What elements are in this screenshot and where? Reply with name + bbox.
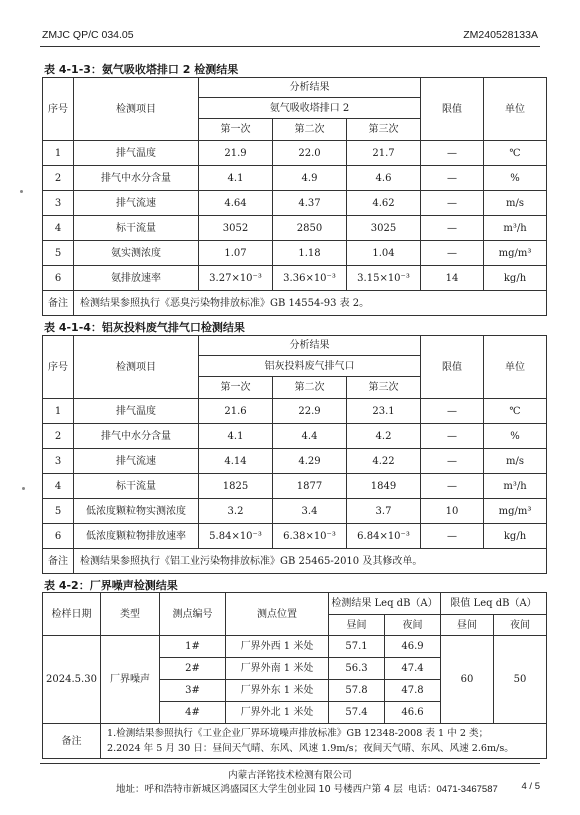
scan-speck — [20, 190, 23, 193]
cell-v1: 1825 — [199, 474, 273, 499]
table1-note-label: 备注 — [43, 291, 74, 316]
cell-item: 氨实测浓度 — [74, 241, 199, 266]
cell-item: 排气温度 — [74, 399, 199, 424]
cell-v2: 4.37 — [273, 191, 347, 216]
table1-header-result: 分析结果 — [199, 78, 421, 98]
cell-night: 46.9 — [385, 636, 441, 658]
cell-limit: — — [421, 474, 484, 499]
cell-no: 3 — [43, 191, 74, 216]
table3-header-point-loc: 测点位置 — [226, 593, 329, 636]
cell-unit: ℃ — [484, 399, 547, 424]
table3-header-date: 检样日期 — [43, 593, 101, 636]
cell-point-loc: 厂界外南 1 米处 — [226, 658, 329, 680]
table3-header-type: 类型 — [101, 593, 160, 636]
table-row — [43, 424, 547, 449]
table2-run-1: 第一次 — [199, 377, 273, 399]
table1-run-2: 第二次 — [273, 119, 347, 141]
table1-title: 表 4-1-3：氨气吸收塔排口 2 检测结果 — [44, 63, 239, 76]
cell-point-loc: 厂界外西 1 米处 — [226, 636, 329, 658]
cell-limit: 14 — [421, 266, 484, 291]
cell-limit: — — [421, 216, 484, 241]
table3-result-day: 昼间 — [329, 615, 385, 636]
cell-v1: 4.64 — [199, 191, 273, 216]
cell-v3: 3025 — [347, 216, 421, 241]
scan-speck — [22, 487, 25, 490]
table3-limit-night: 夜间 — [494, 615, 547, 636]
cell-point-loc: 厂界外东 1 米处 — [226, 680, 329, 702]
table2-run-2: 第二次 — [273, 377, 347, 399]
cell-no: 4 — [43, 216, 74, 241]
cell-limit: 10 — [421, 499, 484, 524]
cell-unit: ℃ — [484, 141, 547, 166]
cell-no: 2 — [43, 166, 74, 191]
cell-v3: 4.22 — [347, 449, 421, 474]
cell-v2: 22.9 — [273, 399, 347, 424]
cell-unit: m/s — [484, 191, 547, 216]
cell-point-no: 3# — [160, 680, 226, 702]
cell-no: 1 — [43, 399, 74, 424]
table1-note: 检测结果参照执行《恶臭污染物排放标准》GB 14554-93 表 2。 — [74, 291, 547, 316]
cell-item: 低浓度颗粒物实测浓度 — [74, 499, 199, 524]
cell-no: 6 — [43, 524, 74, 549]
cell-v2: 4.9 — [273, 166, 347, 191]
cell-unit: m³/h — [484, 474, 547, 499]
cell-v3: 4.2 — [347, 424, 421, 449]
cell-item: 排气温度 — [74, 141, 199, 166]
cell-limit-day: 60 — [441, 636, 494, 724]
cell-item: 标干流量 — [74, 216, 199, 241]
table3-header-limit: 限值 Leq dB（A） — [441, 593, 547, 615]
cell-unit: mg/m³ — [484, 499, 547, 524]
table3-title: 表 4-2：厂界噪声检测结果 — [44, 579, 178, 592]
cell-v3: 1849 — [347, 474, 421, 499]
table2-header-seq: 序号 — [43, 336, 74, 399]
cell-v3: 4.6 — [347, 166, 421, 191]
cell-limit: — — [421, 191, 484, 216]
cell-v1: 4.1 — [199, 166, 273, 191]
cell-v1: 3.27×10⁻³ — [199, 266, 273, 291]
table-row — [43, 241, 547, 266]
cell-point-no: 2# — [160, 658, 226, 680]
cell-v3: 21.7 — [347, 141, 421, 166]
cell-item: 排气中水分含量 — [74, 424, 199, 449]
cell-night: 46.6 — [385, 702, 441, 724]
cell-v1: 1.07 — [199, 241, 273, 266]
cell-v2: 2850 — [273, 216, 347, 241]
cell-v3: 1.04 — [347, 241, 421, 266]
table3-limit-day: 昼间 — [441, 615, 494, 636]
cell-item: 排气流速 — [74, 191, 199, 216]
table1-header-item: 检测项目 — [74, 78, 199, 141]
table-row — [43, 449, 547, 474]
table2-header-limit: 限值 — [421, 336, 484, 399]
footer-divider — [40, 763, 540, 764]
footer-address: 地址：呼和浩特市新城区鸿盛园区大学生创业园 10 号楼西户第 4 层 — [116, 784, 403, 795]
table-row — [43, 399, 547, 424]
cell-day: 56.3 — [329, 658, 385, 680]
cell-limit: — — [421, 524, 484, 549]
table-row — [43, 636, 547, 658]
table-row — [43, 166, 547, 191]
cell-v3: 3.7 — [347, 499, 421, 524]
table1-header-seq: 序号 — [43, 78, 74, 141]
table3-header-point-no: 测点编号 — [160, 593, 226, 636]
cell-limit: — — [421, 449, 484, 474]
doc-code: ZMJC QP/C 034.05 — [42, 29, 134, 41]
cell-v3: 4.62 — [347, 191, 421, 216]
page-header — [40, 29, 540, 47]
cell-v1: 21.6 — [199, 399, 273, 424]
table1-header-unit: 单位 — [484, 78, 547, 141]
page-number: 4 / 5 — [521, 781, 540, 792]
cell-type: 厂界噪声 — [101, 636, 160, 724]
cell-v2: 1.18 — [273, 241, 347, 266]
cell-point-no: 1# — [160, 636, 226, 658]
cell-unit: kg/h — [484, 266, 547, 291]
table-row — [43, 216, 547, 241]
cell-no: 4 — [43, 474, 74, 499]
cell-unit: m³/h — [484, 216, 547, 241]
cell-no: 6 — [43, 266, 74, 291]
table-row — [43, 474, 547, 499]
cell-v1: 21.9 — [199, 141, 273, 166]
cell-unit: % — [484, 424, 547, 449]
cell-v2: 1877 — [273, 474, 347, 499]
table3-header-result: 检测结果 Leq dB（A） — [329, 593, 441, 615]
cell-limit: — — [421, 399, 484, 424]
cell-no: 1 — [43, 141, 74, 166]
footer-company: 内蒙古泽铭技术检测有限公司 — [228, 770, 352, 781]
table-row — [43, 141, 547, 166]
cell-point-loc: 厂界外北 1 米处 — [226, 702, 329, 724]
table-row — [43, 266, 547, 291]
cell-date: 2024.5.30 — [43, 636, 101, 724]
table1-location: 氨气吸收塔排口 2 — [199, 98, 421, 119]
cell-item: 排气中水分含量 — [74, 166, 199, 191]
cell-v2: 3.4 — [273, 499, 347, 524]
table2-header-unit: 单位 — [484, 336, 547, 399]
cell-v1: 3.2 — [199, 499, 273, 524]
table2-header-item: 检测项目 — [74, 336, 199, 399]
cell-limit: — — [421, 424, 484, 449]
cell-unit: kg/h — [484, 524, 547, 549]
cell-v2: 3.36×10⁻³ — [273, 266, 347, 291]
cell-v1: 3052 — [199, 216, 273, 241]
cell-v1: 5.84×10⁻³ — [199, 524, 273, 549]
cell-day: 57.8 — [329, 680, 385, 702]
cell-item: 排气流速 — [74, 449, 199, 474]
table3-note-line-1: 1.检测结果参照执行《工业企业厂界环境噪声排放标准》GB 12348-2008 表 1 中 2 类； — [107, 728, 489, 739]
table-row — [43, 191, 547, 216]
table3-note — [101, 724, 547, 759]
cell-no: 3 — [43, 449, 74, 474]
table3 — [42, 592, 547, 759]
cell-night: 47.4 — [385, 658, 441, 680]
cell-v2: 4.29 — [273, 449, 347, 474]
cell-item: 低浓度颗粒物排放速率 — [74, 524, 199, 549]
table3-result-night: 夜间 — [385, 615, 441, 636]
table1-run-1: 第一次 — [199, 119, 273, 141]
cell-day: 57.1 — [329, 636, 385, 658]
footer-phone: 电话：0471-3467587 — [408, 784, 498, 795]
table3-note-label: 备注 — [43, 724, 101, 759]
cell-day: 57.4 — [329, 702, 385, 724]
table3-note-line-2: 2.2024 年 5 月 30 日：昼间天气晴、东风、风速 1.9m/s；夜间天气晴、东风、风速 2.6m/s。 — [107, 743, 514, 754]
cell-v3: 3.15×10⁻³ — [347, 266, 421, 291]
cell-no: 5 — [43, 499, 74, 524]
table2-location: 铝灰投料废气排气口 — [199, 356, 421, 377]
report-number: ZM240528133A — [463, 29, 538, 41]
cell-v2: 6.38×10⁻³ — [273, 524, 347, 549]
cell-limit: — — [421, 241, 484, 266]
cell-no: 2 — [43, 424, 74, 449]
cell-limit-night: 50 — [494, 636, 547, 724]
table2-header-result: 分析结果 — [199, 336, 421, 356]
table2-note-label: 备注 — [43, 549, 74, 574]
cell-no: 5 — [43, 241, 74, 266]
cell-v1: 4.14 — [199, 449, 273, 474]
table-row — [43, 499, 547, 524]
cell-v1: 4.1 — [199, 424, 273, 449]
table2-run-3: 第三次 — [347, 377, 421, 399]
cell-unit: m/s — [484, 449, 547, 474]
cell-item: 标干流量 — [74, 474, 199, 499]
cell-item: 氨排放速率 — [74, 266, 199, 291]
cell-limit: — — [421, 166, 484, 191]
cell-unit: mg/m³ — [484, 241, 547, 266]
cell-limit: — — [421, 141, 484, 166]
cell-v2: 4.4 — [273, 424, 347, 449]
table1-run-3: 第三次 — [347, 119, 421, 141]
cell-night: 47.8 — [385, 680, 441, 702]
table-row — [43, 524, 547, 549]
table2-title: 表 4-1-4：铝灰投料废气排气口检测结果 — [44, 321, 245, 334]
cell-v3: 6.84×10⁻³ — [347, 524, 421, 549]
cell-unit: % — [484, 166, 547, 191]
cell-point-no: 4# — [160, 702, 226, 724]
table2 — [42, 335, 547, 574]
table2-note: 检测结果参照执行《铝工业污染物排放标准》GB 25465-2010 及其修改单。 — [74, 549, 547, 574]
cell-v3: 23.1 — [347, 399, 421, 424]
table1-header-limit: 限值 — [421, 78, 484, 141]
table1 — [42, 77, 547, 316]
cell-v2: 22.0 — [273, 141, 347, 166]
